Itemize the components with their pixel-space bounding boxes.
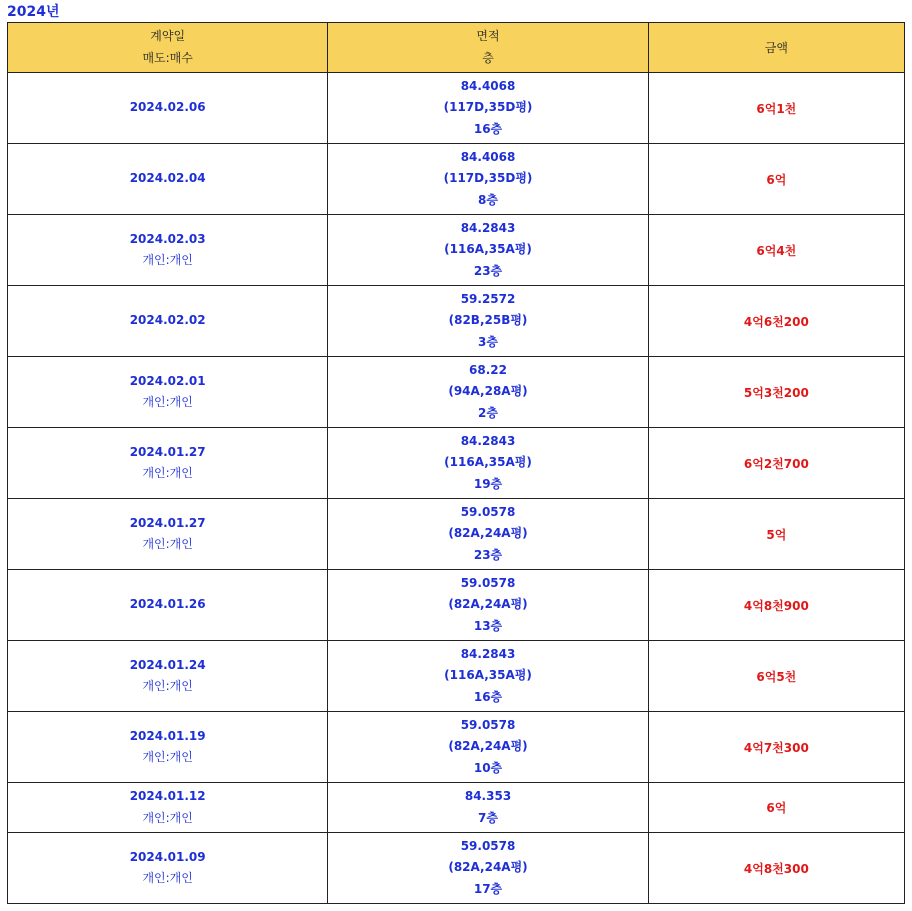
floor-value: 8층 <box>478 192 498 207</box>
date-cell <box>8 783 328 833</box>
area-type: (116A,35A평) <box>444 242 532 257</box>
area-type: (82B,25B평) <box>448 313 528 328</box>
area-type: (82A,24A평) <box>448 597 528 612</box>
area-value: 59.0578 <box>460 717 516 732</box>
transactions-table <box>7 22 905 904</box>
table-row <box>8 428 905 499</box>
area-type: (82A,24A평) <box>448 526 528 541</box>
area-cell <box>328 215 648 286</box>
contract-date: 2024.02.04 <box>129 171 206 186</box>
contract-date: 2024.01.24 <box>129 657 206 672</box>
area-cell <box>328 783 648 833</box>
price-cell <box>648 570 904 641</box>
area-cell <box>328 499 648 570</box>
table-header-row <box>8 23 905 73</box>
contract-date: 2024.01.27 <box>129 515 206 530</box>
contract-date: 2024.01.26 <box>129 597 206 612</box>
area-type: (82A,24A평) <box>448 860 528 875</box>
floor-value: 17층 <box>473 881 503 896</box>
area-type: (116A,35A평) <box>444 668 532 683</box>
area-value: 84.4068 <box>460 149 516 164</box>
price-value: 6억 <box>766 172 787 187</box>
contract-date: 2024.01.12 <box>129 789 206 803</box>
floor-value: 16층 <box>473 689 503 704</box>
date-cell <box>8 215 328 286</box>
floor-value: 2층 <box>478 405 498 420</box>
seller-buyer: 개인:개인 <box>142 810 193 825</box>
price-value: 6억5천 <box>756 669 797 684</box>
table-row <box>8 286 905 357</box>
date-cell <box>8 357 328 428</box>
area-value: 84.2843 <box>460 433 516 448</box>
area-cell <box>328 286 648 357</box>
area-cell <box>328 73 648 144</box>
area-type: (94A,28A평) <box>448 384 528 399</box>
table-row <box>8 570 905 641</box>
price-cell <box>648 144 904 215</box>
area-cell <box>328 357 648 428</box>
price-cell <box>648 712 904 783</box>
contract-date: 2024.02.01 <box>129 373 206 388</box>
area-value: 84.4068 <box>460 78 516 93</box>
floor-value: 23층 <box>473 263 503 278</box>
seller-buyer: 개인:개인 <box>142 537 193 551</box>
header-parties-label: 매도:매수 <box>142 50 193 65</box>
contract-date: 2024.01.09 <box>129 849 206 864</box>
date-cell <box>8 712 328 783</box>
table-row <box>8 712 905 783</box>
area-cell <box>328 641 648 712</box>
seller-buyer: 개인:개인 <box>142 871 193 885</box>
area-value: 84.2843 <box>460 220 516 235</box>
floor-value: 7층 <box>478 810 498 825</box>
seller-buyer: 개인:개인 <box>142 466 193 480</box>
area-value: 59.0578 <box>460 838 516 853</box>
header-area-label: 면적 <box>476 29 500 43</box>
price-cell <box>648 357 904 428</box>
header-floor-label: 층 <box>482 50 494 65</box>
area-value: 68.22 <box>469 362 507 377</box>
header-date <box>8 23 328 73</box>
price-value: 5억 <box>766 527 787 542</box>
area-cell <box>328 833 648 904</box>
table-row <box>8 641 905 712</box>
price-cell <box>648 499 904 570</box>
price-value: 4억7천300 <box>743 740 809 755</box>
price-value: 6억1천 <box>756 101 797 116</box>
seller-buyer: 개인:개인 <box>142 253 193 267</box>
table-row <box>8 73 905 144</box>
table-body <box>8 73 905 904</box>
floor-value: 23층 <box>473 547 503 562</box>
area-type: (117D,35D평) <box>443 100 533 115</box>
floor-value: 3층 <box>478 334 498 349</box>
price-value: 6억2천700 <box>743 456 809 471</box>
area-value: 59.0578 <box>460 504 516 519</box>
area-cell <box>328 144 648 215</box>
contract-date: 2024.02.02 <box>129 313 206 328</box>
floor-value: 19층 <box>473 476 503 491</box>
header-price <box>648 23 904 73</box>
floor-value: 13층 <box>473 618 503 633</box>
price-value: 4억8천300 <box>743 861 809 876</box>
area-cell <box>328 570 648 641</box>
price-cell <box>648 286 904 357</box>
area-value: 59.0578 <box>460 575 516 590</box>
seller-buyer: 개인:개인 <box>142 679 193 693</box>
date-cell <box>8 286 328 357</box>
price-cell <box>648 833 904 904</box>
area-cell <box>328 428 648 499</box>
contract-date: 2024.01.27 <box>129 444 206 459</box>
date-cell <box>8 641 328 712</box>
price-value: 6억4천 <box>756 243 797 258</box>
area-type: (116A,35A평) <box>444 455 532 470</box>
seller-buyer: 개인:개인 <box>142 395 193 409</box>
header-area <box>328 23 648 73</box>
floor-value: 10층 <box>473 760 503 775</box>
price-cell <box>648 783 904 833</box>
price-value: 6억 <box>766 801 787 815</box>
table-row <box>8 833 905 904</box>
table-row <box>8 144 905 215</box>
contract-date: 2024.02.06 <box>129 100 206 115</box>
area-cell <box>328 712 648 783</box>
floor-value: 16층 <box>473 121 503 136</box>
price-cell <box>648 215 904 286</box>
date-cell <box>8 570 328 641</box>
date-cell <box>8 428 328 499</box>
price-cell <box>648 73 904 144</box>
date-cell <box>8 833 328 904</box>
area-value: 84.353 <box>464 789 512 803</box>
seller-buyer: 개인:개인 <box>142 750 193 764</box>
table-row <box>8 783 905 833</box>
price-value: 4억6천200 <box>743 314 809 329</box>
price-cell <box>648 428 904 499</box>
area-type: (117D,35D평) <box>443 171 533 186</box>
price-cell <box>648 641 904 712</box>
table-row <box>8 357 905 428</box>
table-row <box>8 215 905 286</box>
year-title: 2024년 <box>7 4 60 20</box>
header-price-label: 금액 <box>764 40 788 55</box>
area-value: 59.2572 <box>460 291 516 306</box>
area-value: 84.2843 <box>460 646 516 661</box>
header-date-label: 계약일 <box>150 29 186 43</box>
price-value: 5억3천200 <box>743 385 809 400</box>
date-cell <box>8 73 328 144</box>
contract-date: 2024.01.19 <box>129 728 206 743</box>
date-cell <box>8 144 328 215</box>
contract-date: 2024.02.03 <box>129 231 206 246</box>
table-row <box>8 499 905 570</box>
date-cell <box>8 499 328 570</box>
area-type: (82A,24A평) <box>448 739 528 754</box>
price-value: 4억8천900 <box>743 598 809 613</box>
